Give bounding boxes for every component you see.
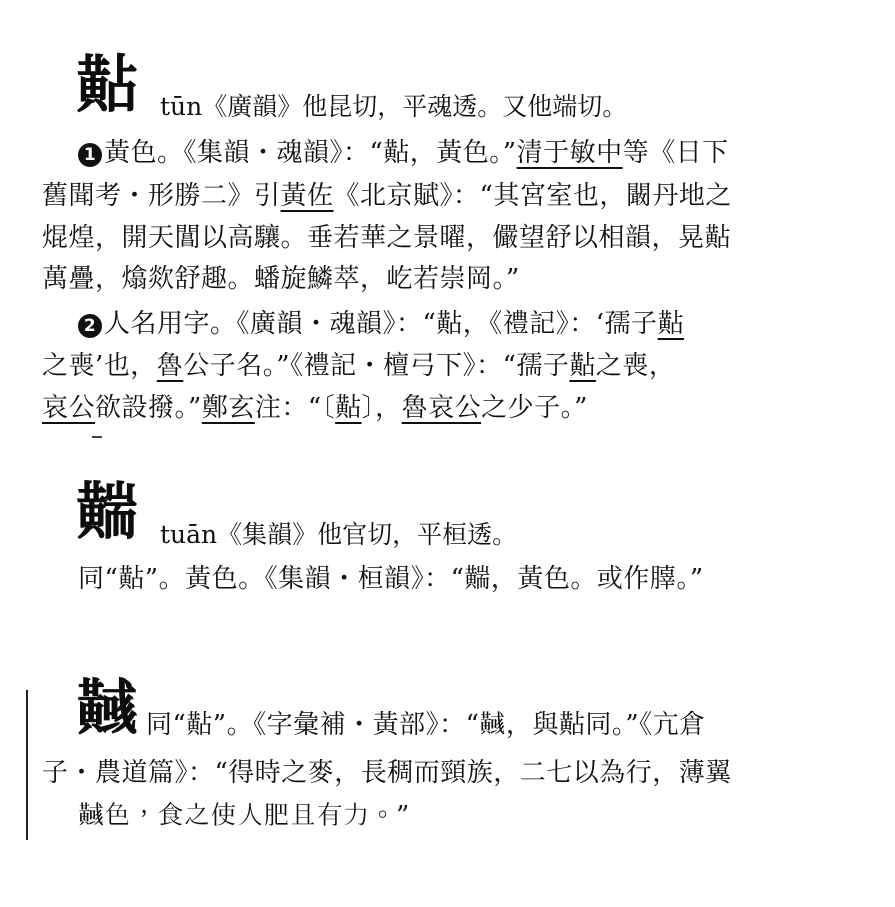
text-segment: 焜煌，開天閶以高驤。垂若華之景曜，儼望舒以相韻，晃黇 — [42, 223, 732, 253]
underlined-name: 于敏中 — [543, 138, 623, 168]
underlined-name: 黇 — [335, 393, 362, 423]
underlined-name: 哀公 — [42, 393, 96, 423]
definition-line — [78, 803, 410, 829]
underlined-name: 魯 — [156, 351, 184, 381]
definition-line — [78, 566, 704, 592]
text-segment: 之喪’也， — [42, 351, 157, 381]
text-segment: 注：“〔 — [254, 393, 336, 423]
definition-line — [42, 183, 732, 209]
definition-line — [42, 225, 731, 251]
text-segment: 等《日下 — [622, 138, 729, 168]
text-segment: 𪏞色，食之使人肥且有力。” — [78, 801, 410, 831]
sense-number-badge: 2 — [78, 314, 102, 338]
sense-number-badge: 1 — [78, 143, 102, 167]
stray-mark — [92, 436, 102, 438]
pronunciation: tūn《廣韻》他昆切，平魂透。又他端切。 — [160, 92, 628, 121]
definition-line — [42, 266, 520, 292]
headword: 黇 — [76, 48, 139, 121]
text-segment: 欲設撥。” — [95, 393, 202, 423]
underlined-name: 黇 — [569, 351, 596, 381]
definition-line — [42, 395, 588, 421]
pronunciation: tuān《集韻》他官切，平桓透。 — [160, 520, 518, 549]
text-segment: 黃色。《集韻・魂韻》：“黇，黃色。” — [104, 138, 517, 168]
underlined-name: 清 — [516, 138, 544, 168]
text-segment: 同“黇”。《字彙補・黃部》：“𪏞，與黇同。”《亢倉 — [146, 710, 706, 740]
underlined-name: 黇 — [657, 309, 685, 339]
definition-line — [146, 712, 706, 738]
text-segment: 人名用字。《廣韻・魂韻》：“黇，《禮記》：‘孺子 — [104, 309, 658, 339]
text-segment: 舊聞考・形勝二》引 — [42, 181, 281, 211]
definition-line — [42, 353, 675, 379]
margin-rule — [26, 690, 28, 840]
text-segment: 〕， — [361, 393, 402, 423]
text-segment: 子・農道篇》：“得時之麥，長稠而頸族，二七以為行，薄翼 — [42, 758, 732, 788]
underlined-name: 魯哀公 — [401, 393, 482, 423]
headword: 𪏞 — [76, 672, 139, 745]
text-segment: 之少子。” — [481, 393, 588, 423]
underlined-name: 鄭玄 — [201, 393, 255, 423]
text-segment: 之喪， — [595, 351, 676, 381]
definition-line — [42, 760, 732, 786]
text-segment: 《北京賦》：“其宮室也，闞丹地之 — [333, 181, 732, 211]
text-segment: 同“黇”。黃色。《集韻・桓韻》：“䵎，黃色。或作䐻。” — [78, 564, 704, 594]
definition-line — [78, 311, 684, 338]
underlined-name: 黃佐 — [280, 181, 334, 211]
definition-line — [78, 140, 729, 167]
headword: 䵎 — [76, 475, 139, 548]
text-segment: 萬疊，熻欻舒趣。蟠旋鱗萃，屹若崇岡。” — [42, 264, 520, 294]
text-segment: 公子名。”《禮記・檀弓下》：“孺子 — [183, 351, 570, 381]
